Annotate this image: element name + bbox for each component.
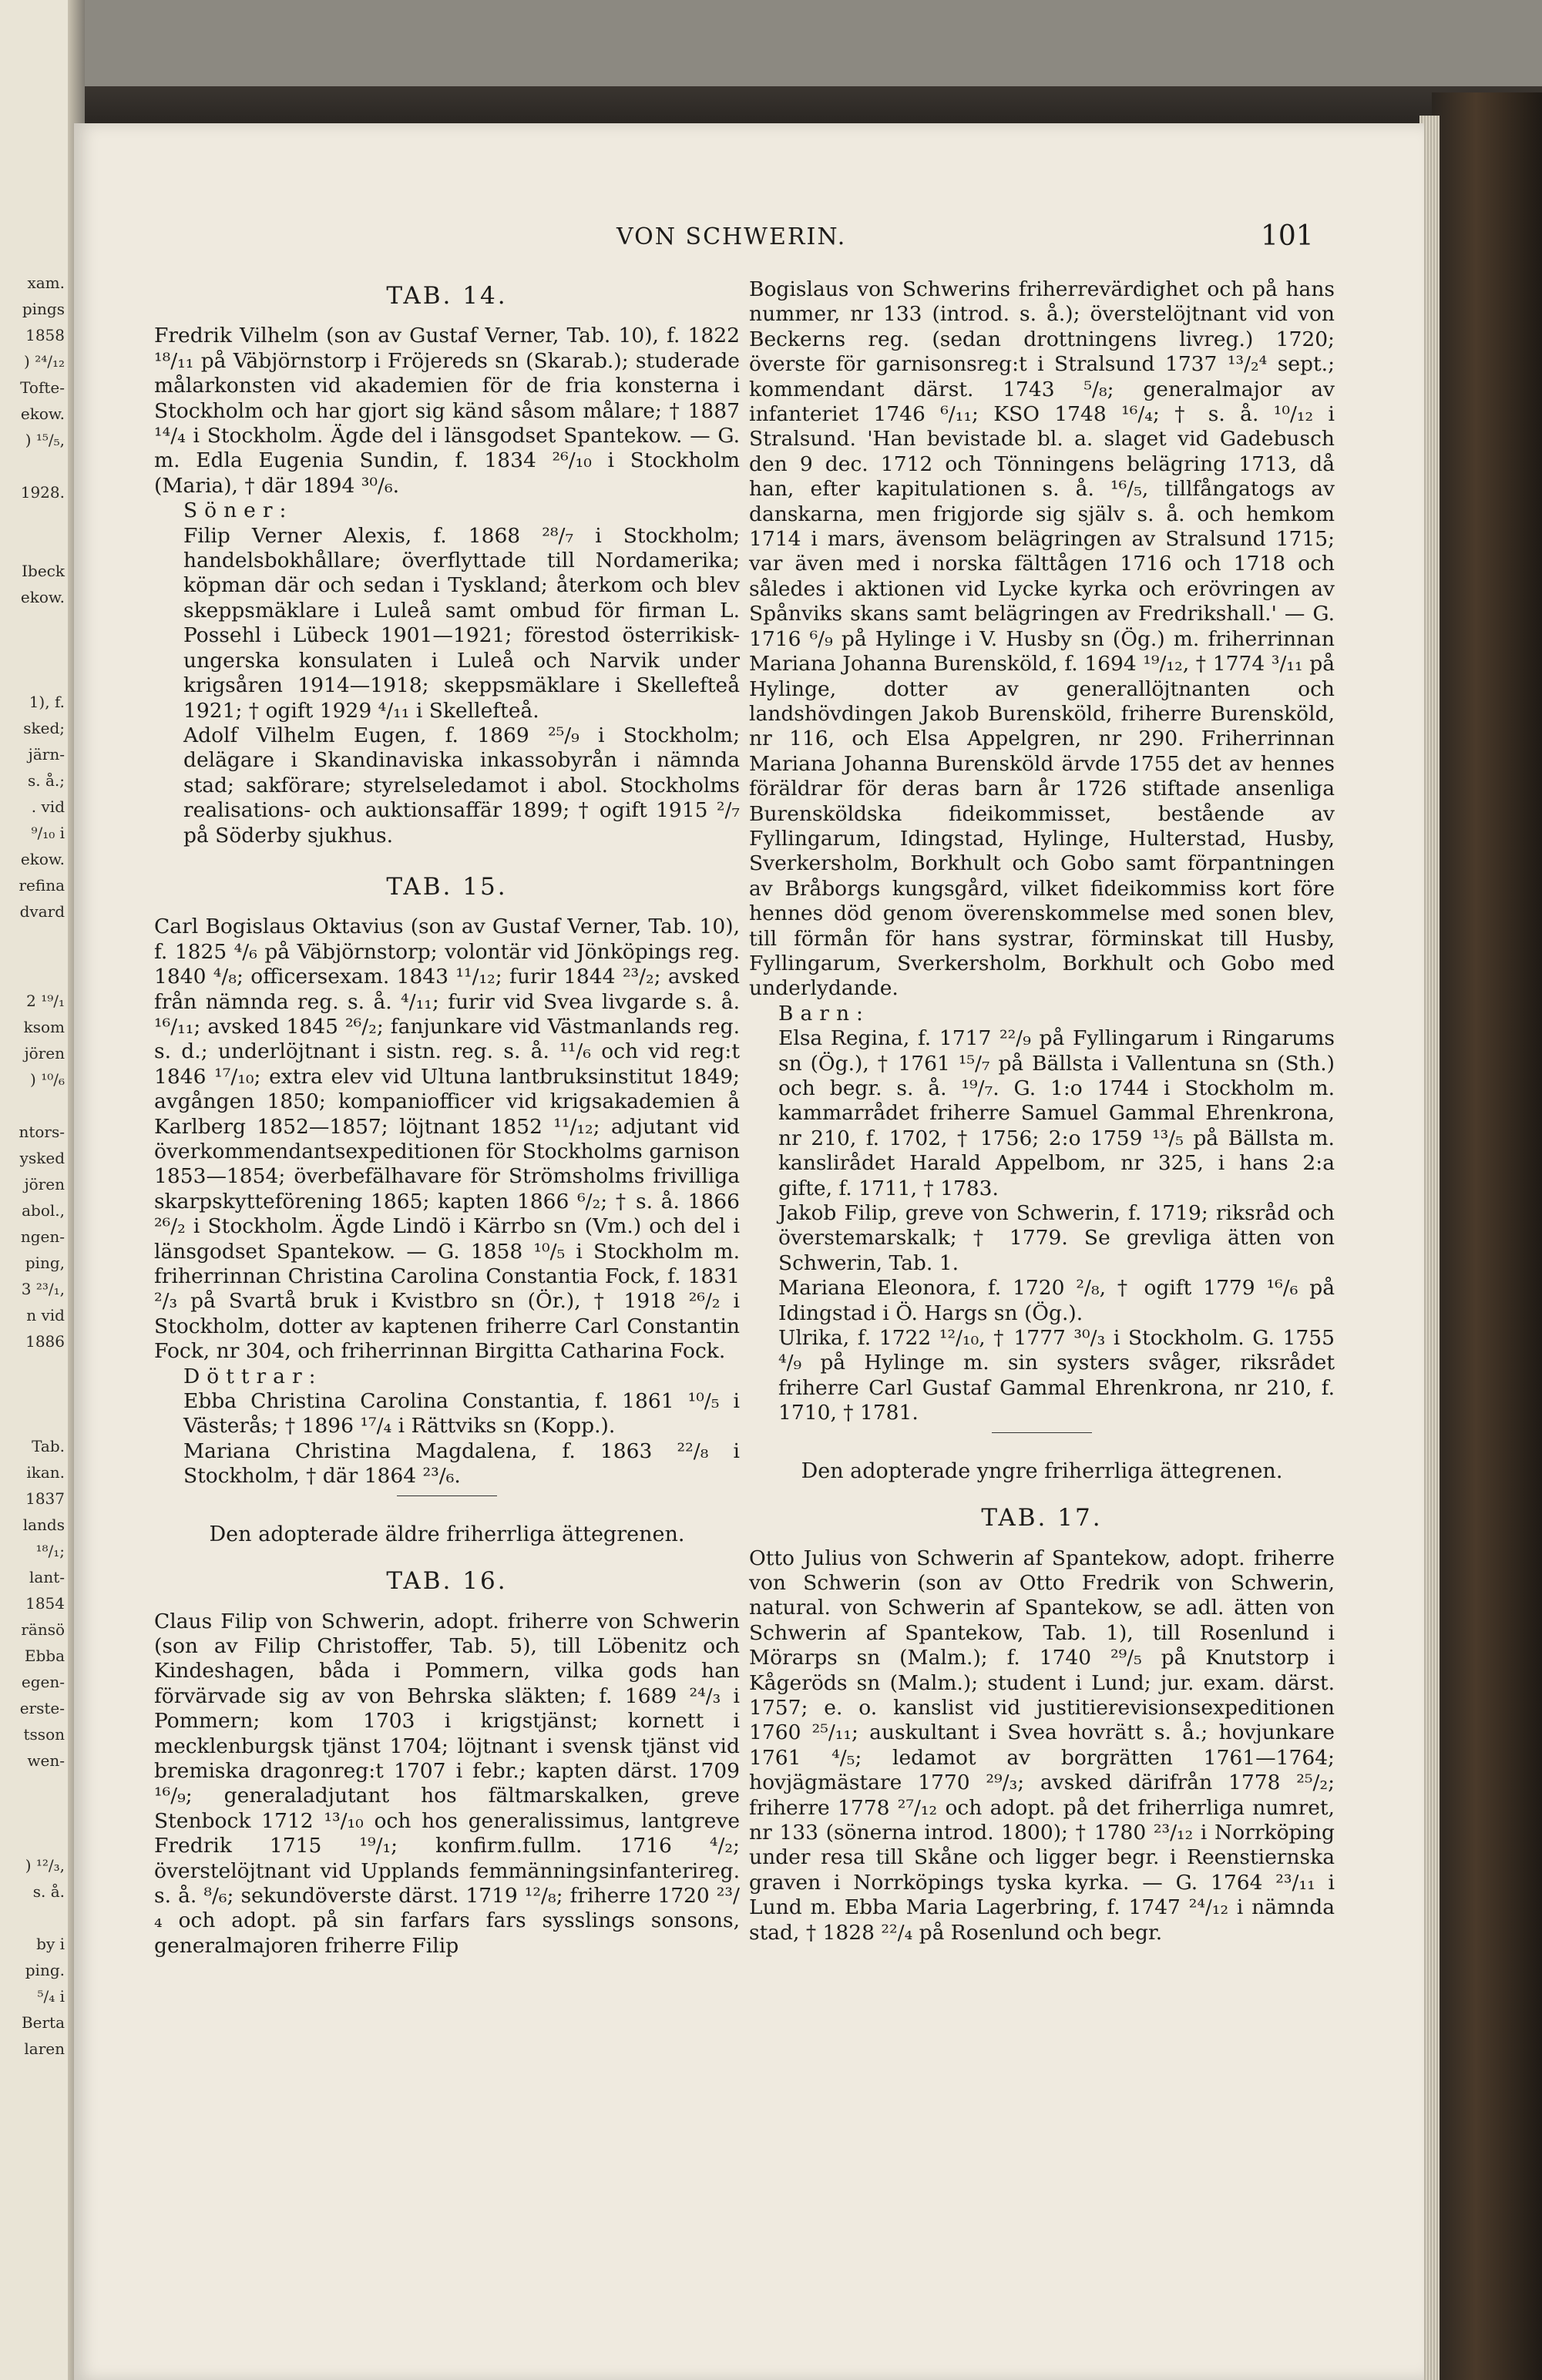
facing-page-line: Ebba: [24, 1647, 65, 1665]
facing-page-line: 1928.: [20, 483, 65, 502]
facing-page-line: pings: [22, 300, 65, 318]
facing-page-line: s. å.: [32, 1882, 65, 1901]
facing-page-line: ⁹/₁₀ i: [31, 824, 65, 842]
tab14-entry: Fredrik Vilhelm (son av Gustaf Verner, Tab. 10), f. 1822 ¹⁸/₁₁ på Väbjörnstorp i Fröjereds sn (Skarab.); studerade målarkonsten vid akademien för de fria konsterna i Stockholm och har gjort sig känd såsom målare; † 1887 ¹⁴/₄ i Stockholm. Ägde del i länsgodset Spantekow. — G. m. Edla Eugenia Sundin, f. 1834 ²⁶/₁₀ i Stockholm (Maria), † där 1894 ³⁰/₆.: [154, 324, 740, 498]
facing-page-line: lant-: [29, 1568, 65, 1586]
facing-page-line: by i: [36, 1935, 65, 1953]
facing-page-line: Tofte-: [20, 378, 65, 397]
book-cover-right: [1432, 92, 1542, 2380]
facing-page-line: 2 ¹⁹/₁: [26, 992, 65, 1010]
tab15-entry: Carl Bogislaus Oktavius (son av Gustaf Verner, Tab. 10), f. 1825 ⁴/₆ på Väbjörnstorp; volontär vid Jönköpings reg. 1840 ⁴/₈; officersexam. 1843 ¹¹/₁₂; furir 1844 ²³/₂; avsked från nämnda reg. s. å. ⁴/₁₁; furir vid Svea livgarde s. å. ¹⁶/₁₁; avsked 1845 ²⁶/₂; fanjunkare vid Västmanlands reg. s. d.; underlöjtnant i sistn. reg. s. å. ¹¹/₆ och vid reg:t 1846 ¹⁷/₁₀; extra elev vid Ultuna lantbruksinstitut 1849; avgången 1850; kompaniofficer vid krigsakademien å Karlberg 1852—1857; löjtnant 1852 ¹¹/₁₂; adjutant vid överkommendantsexpeditionen för Stockholms garnison 1853—1854; överbefälhavare för Strömsholms frivilliga skarpskytteförening 1865; kapten 1866 ⁶/₂; † s. å. 1866 ²⁶/₂ i Stockholm. Ägde Lindö i Kärrbo sn (Vm.) och del i länsgodset Spantekow. — G. 1858 ¹⁰/₅ i Stockholm m. friherrinnan Christina Carolina Constantia Fock, f. 1831 ²/₃ på Svartå bruk i Kvistbro sn (Ör.), † 1918 ²⁶/₂ i Stockholm, dotter av kaptenen friherre Carl Constantin Fock, nr 304, och friherrinnan Birgitta Catharina Fock.: [154, 915, 740, 1364]
facing-page-line: 1854: [25, 1594, 65, 1613]
facing-page-line: s. å.;: [28, 771, 65, 790]
dottrar-label: Döttrar:: [183, 1364, 323, 1388]
tab16-entry: Claus Filip von Schwerin, adopt. friherre von Schwerin (son av Filip Christoffer, Tab. 5), till Löbenitz och Kindeshagen, båda i Pommern, vilka gods han förvärvade sig av von Behrska släkten; f. 1689 ²⁴/₃ i Pommern; kom 1703 i krigstjänst; kornett i mecklenburgsk tjänst 1704; löjtnant i svensk tjänst vid bremiska dragonreg:t 1707 i febr.; kapten därst. 1709 ¹⁶/₉; generaladjutant hos fältmarskalken, greve Stenbock 1712 ¹³/₁₀ och hos generalissimus, lantgreve Fredrik 1715 ¹⁹/₁; konfirm.fullm. 1716 ⁴/₂; överstelöjtnant vid Upplands femmänningsinfanterireg. s. å. ⁸/₆; sekundöverste därst. 1719 ¹²/₈; friherre 1720 ²³/₄ och adopt. på sin farfars fars sysslings sonsons, generalmajoren friherre Filip: [154, 1609, 740, 1958]
facing-page-line: jören: [24, 1044, 65, 1062]
facing-page-line: Ibeck: [22, 562, 65, 580]
facing-page-line: xam.: [27, 274, 65, 292]
facing-page-line: sked;: [23, 719, 65, 737]
facing-page-line: ekow.: [20, 404, 65, 423]
daughter-ebba: Ebba Christina Carolina Constantia, f. 1861 ¹⁰/₅ i Västerås; † 1896 ¹⁷/₄ i Rättviks sn (Kopp.).: [183, 1389, 740, 1438]
facing-page-line: jören: [24, 1175, 65, 1193]
facing-page-line: ränsö: [21, 1620, 65, 1639]
left-column: [154, 277, 740, 1959]
facing-page-line: . vid: [31, 797, 65, 816]
facing-page-line: 1837: [25, 1489, 65, 1508]
tab17-heading: TAB. 17.: [981, 1504, 1103, 1532]
tab17-entry: Otto Julius von Schwerin af Spantekow, adopt. friherre von Schwerin (son av Otto Fredrik von Schwerin, natural. von Schwerin af Spantekow, se adl. ätten von Schwerin af Spantekow, Tab. 1), till Rosenlund i Mörarps sn (Malm.); f. 1740 ²⁹/₅ på Knutstorp i Kågeröds sn (Malm.); student i Lund; jur. exam. därst. 1757; e. o. kanslist vid justitierevisionsexpeditionen 1760 ²⁵/₁₁; auskultant i Svea hovrätt s. å.; hovjunkare 1761 ⁴/₅; ledamot av borgrätten 1761—1764; hovjägmästare 1770 ²⁹/₃; avsked därifrån 1778 ²⁵/₂; friherre 1778 ²⁷/₁₂ och adopt. på det friherrliga numret, nr 133 (sönerna introd. 1800); † 1780 ²³/₁₂ i Norrköping under resa till Skåne och ligger begr. i Reenstiernska graven i Norrköpings tyska kyrka. — G. 1764 ²³/₁₁ i Lund m. Ebba Maria Lagerbring, f. 1747 ²⁴/₁₂ i nämnda stad, † 1828 ²²/₄ på Rosenlund och begr.: [749, 1546, 1335, 1945]
child-elsa: Elsa Regina, f. 1717 ²²/₉ på Fyllingarum i Ringarums sn (Ög.), † 1761 ¹⁵/₇ på Bällsta i Vallentuna sn (Sth.) och begr. s. å. ¹⁹/₇. G. 1:o 1744 i Stockholm m. kammarrådet friherre Samuel Gammal Ehrenkrona, nr 210, f. 1702, † 1756; 2:o 1759 ¹³/₅ på Bällsta m. kanslirådet Harald Appelbom, nr 325, i hans 2:a gifte, f. 1711, † 1783.: [778, 1026, 1335, 1200]
page-number: 101: [1261, 220, 1314, 252]
facing-page-line: ngen-: [20, 1227, 65, 1246]
facing-page-line: ) ¹⁵/₅,: [25, 431, 65, 449]
facing-page-line: ekow.: [20, 850, 65, 868]
running-head: VON SCHWERIN.: [616, 223, 847, 250]
facing-page-line: ¹⁸/₁;: [35, 1542, 65, 1560]
facing-page-line: ysked: [19, 1149, 65, 1167]
facing-page-line: erste-: [19, 1699, 65, 1717]
facing-page-line: 1886: [25, 1332, 65, 1351]
daughter-mariana: Mariana Christina Magdalena, f. 1863 ²²/₈ i Stockholm, † där 1864 ²³/₆.: [183, 1438, 740, 1489]
facing-page-line: ksom: [23, 1018, 65, 1036]
son-filip: Filip Verner Alexis, f. 1868 ²⁸/₇ i Stockholm; handelsbokhållare; överflyttade till Nordamerika; köpman där och sedan i Tyskland; återkom och blev skeppsmäklare i Luleå samt ombud för firman L. Possehl i Lübeck 1901—1921; förestod österrikisk-ungerska konsulaten i Luleå och Narvik under krigsåren 1914—1918; skeppsmäklare i Skellefteå 1921; † ogift 1929 ⁴/₁₁ i Skellefteå.: [183, 523, 740, 723]
child-ulrika: Ulrika, f. 1722 ¹²/₁₀, † 1777 ³⁰/₃ i Stockholm. G. 1755 ⁴/₉ på Hylinge m. sin systers svåger, riksrådet friherre Carl Gustaf Gammal Ehrenkrona, nr 210, f. 1710, † 1781.: [778, 1326, 1335, 1425]
son-adolf: Adolf Vilhelm Eugen, f. 1869 ²⁵/₉ i Stockholm; delägare i Skandinaviska inkassobyrån i nämnda stad; sakförare; styrelseledamot i abol. Stockholms realisations- och auktionsaffär 1899; † ogift 1915 ²/₇ på Söderby sjukhus.: [183, 723, 740, 848]
facing-page-line: ntors-: [18, 1123, 65, 1141]
right-column: [749, 277, 1335, 1945]
facing-page-line: ) ¹²/₃,: [25, 1856, 65, 1875]
facing-page-line: järn-: [28, 745, 65, 764]
tab16-heading: TAB. 16.: [386, 1567, 508, 1596]
section-rule: [992, 1432, 1092, 1433]
facing-page-line: abol.,: [22, 1201, 65, 1220]
child-jakob: Jakob Filip, greve von Schwerin, f. 1719; riksråd och överstemarskalk; † 1779. Se grevliga ätten von Schwerin, Tab. 1.: [778, 1201, 1335, 1275]
facing-page-line: ⁵/₄ i: [37, 1987, 65, 2006]
facing-page-line: ikan.: [26, 1463, 65, 1482]
child-mariana: Mariana Eleonora, f. 1720 ²/₈, † ogift 1779 ¹⁶/₆ på Idingstad i Ö. Hargs sn (Ög.).: [778, 1276, 1335, 1325]
facing-page-line: 1), f.: [29, 693, 65, 711]
facing-page-line: egen-: [21, 1673, 65, 1691]
facing-page-line: dvard: [19, 902, 65, 921]
section-rule: [397, 1495, 497, 1496]
facing-page-line: ekow.: [20, 588, 65, 606]
tab16-continuation: Bogislaus von Schwerins friherrevärdighet och på hans nummer, nr 133 (introd. s. å.); överstelöjtnant vid von Beckerns reg. (sedan drottningens livreg.) 1720; överste för garnisonsreg:t i Stralsund 1737 ¹³/₂⁴ sept.; kommendant därst. 1743 ⁵/₈; generalmajor av infanteriet 1746 ⁶/₁₁; KSO 1748 ¹⁶/₄; † s. å. ¹⁰/₁₂ i Stralsund. 'Han bevistade bl. a. slaget vid Gadebusch den 9 dec. 1712 och Tönningens belägring 1713, då han, efter kapitulationen s. å. ¹⁶/₅, tillfångatogs av danskarna, men frigjorde sig själv s. å. och hemkom 1714 i mars, ävensom belägringen av Stralsund 1715; var även med i norska fälttågen 1716 och 1718 och således i aktionen vid Lycke kyrka och erövringen av Spånviks skans samt belägringen av Fredrikshall.' — G. 1716 ⁶/₉ på Hylinge i V. Husby sn (Ög.) m. friherrinnan Mariana Johanna Burensköld, f. 1694 ¹⁹/₁₂, † 1774 ³/₁₁ på Hylinge, dotter av generallöjtnanten och landshövdingen Jakob Burensköld, friherre Burensköld, nr 116, och Elsa Appelgren, nr 290. Friherrinnan Mariana Johanna Burensköld ärvde 1755 det av hennes föräldrar för deras barn år 1726 stiftade ansenliga Burensköldska fideikommisset, bestående av Fyllingarum, Idingstad, Hylinge, Hulterstad, Husby, Sverkersholm, Borkhult och Gobo samt förpantningen av Bråborgs kungsgård, vilket fideikommiss kort före hennes död genom överenskommelse med sonen blev, till förmån för hans systrar, förminskat till Husby, Fyllingarum, Sverkersholm, Borkhult och Gobo med underlydande.: [749, 277, 1335, 1001]
barn-label: Barn:: [778, 1001, 870, 1026]
facing-page-line: refina: [18, 876, 65, 895]
facing-page-line: wen-: [27, 1751, 65, 1770]
facing-page-line: lands: [22, 1516, 65, 1534]
facing-page-line: ping,: [25, 1254, 65, 1272]
facing-page-line: ) ¹⁰/₆: [30, 1070, 65, 1089]
facing-page-line: ) ²⁴/₁₂: [24, 352, 65, 371]
facing-page-line: laren: [24, 2039, 65, 2058]
tab15-heading: TAB. 15.: [386, 872, 508, 901]
branch-older-heading: Den adopterade äldre friherrliga ättegrenen.: [209, 1522, 685, 1546]
facing-page-line: Tab.: [32, 1437, 65, 1455]
facing-page-line: 1858: [25, 326, 65, 344]
facing-page-line: ping.: [25, 1961, 65, 1979]
tab14-heading: TAB. 14.: [386, 282, 508, 310]
facing-page-line: 3 ²³/₁,: [21, 1280, 65, 1298]
facing-page-line: tsson: [23, 1725, 65, 1744]
facing-page-line: Berta: [21, 2013, 65, 2032]
branch-younger-heading: Den adopterade yngre friherrliga ättegrenen.: [801, 1459, 1283, 1483]
facing-page-fragment: [0, 0, 85, 2380]
facing-page-line: n vid: [26, 1306, 65, 1324]
soner-label: Söner:: [183, 498, 294, 523]
